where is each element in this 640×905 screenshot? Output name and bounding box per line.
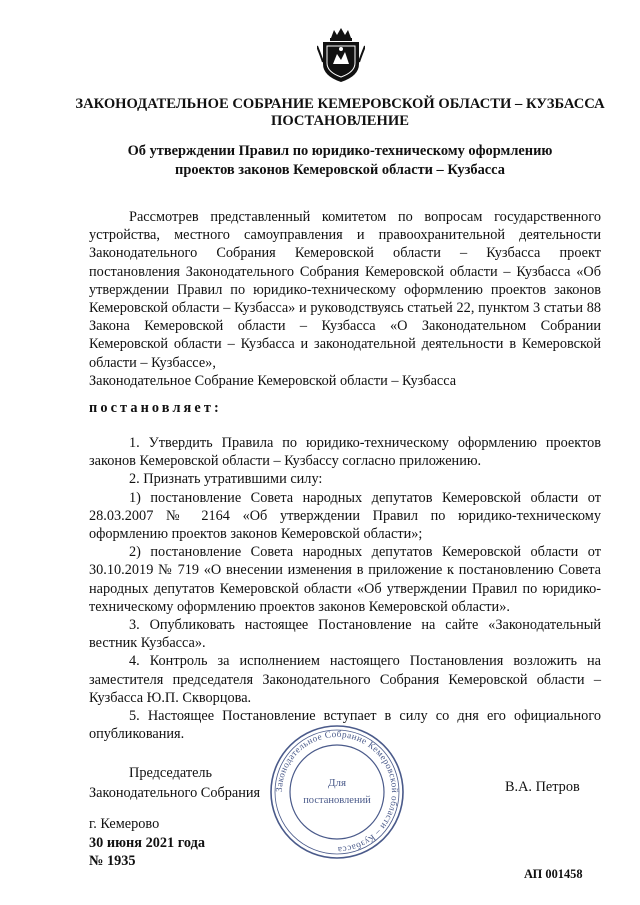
- preamble: [89, 208, 601, 390]
- stamp-center-line1: Для: [327, 777, 347, 789]
- serial-number: АП 001458: [524, 867, 583, 881]
- decree-word: постановляет:: [89, 400, 222, 416]
- item-2-2: 2) постановление Совета народных депутатов Кемеровской области от 30.10.2019 № 719 «О внесении изменения в приложение к постановлению Совета народных депутатов Кемеровской области «Об утверждении Правил по юридико-техническому оформлению проектов законов Кемеровской области».: [89, 544, 601, 615]
- signatory-title-line1: Председатель: [129, 765, 213, 781]
- signatory-name: В.А. Петров: [505, 779, 580, 795]
- document-type: ПОСТАНОВЛЕНИЕ: [271, 113, 409, 129]
- official-stamp: [268, 723, 406, 861]
- preamble-text: Рассмотрев представленный комитетом по вопросам государственного устройства, местного самоуправления и правоохранительной деятельности Законодательного Собрания Кемеровской области – Кузбасса проект постановления Законодательного Собрания Кемеровской области – Кузбасса «Об утверждении Правил по юридико-техническому оформлению проектов законов Кемеровской области – Кузбасса» и руководствуясь статьей 22, пунктом 3 статьи 88 Закона Кемеровской области – Кузбасса «О Законодательном Собрании Кемеровской области – Кузбасса и законодательной деятельности в Кемеровской области – Кузбассе»,: [89, 209, 601, 371]
- document-title-line2: проектов законов Кемеровской области – Кузбасса: [175, 162, 505, 178]
- document-title-line1: Об утверждении Правил по юридико-техническому оформлению: [127, 143, 553, 159]
- stamp-ring-text: Законодательное Собрание Кемеровской области – Кузбасса: [273, 728, 401, 856]
- stamp-center-line2: постановлений: [303, 795, 371, 806]
- place-date-number: [89, 815, 205, 871]
- item-3: 3. Опубликовать настоящее Постановление на сайте «Законодательный вестник Кузбасса».: [89, 617, 601, 652]
- svg-text:Законодательное Собрание Кемер: [274, 729, 400, 855]
- signatory-title-line2: Законодательного Собрания: [89, 785, 261, 801]
- item-4: 4. Контроль за исполнением настоящего Постановления возложить на заместителя председателя Законодательного Собрания Кемеровской области – Кузбасса Ю.П. Скворцова.: [89, 653, 601, 706]
- city: г. Кемерово: [89, 816, 160, 832]
- date: 30 июня 2021 года: [89, 834, 206, 851]
- item-5: 5. Настоящее Постановление вступает в силу со дня его официального опубликования.: [89, 708, 601, 743]
- decree-items: [89, 434, 601, 743]
- coat-of-arms-icon: [317, 26, 365, 84]
- preamble-last-line: Законодательное Собрание Кемеровской области – Кузбасса: [89, 372, 457, 389]
- item-1: 1. Утвердить Правила по юридико-техническому оформлению проектов законов Кемеровской области – Кузбассу согласно приложению.: [89, 435, 601, 470]
- item-2-1: 1) постановление Совета народных депутатов Кемеровской области от 28.03.2007 № 2164 «Об утверждении Правил по юридико-техническому оформлению проектов законов Кемеровской области»;: [89, 489, 601, 543]
- item-2: 2. Признать утратившими силу:: [129, 471, 323, 488]
- document-number: № 1935: [89, 853, 136, 869]
- organization-name: ЗАКОНОДАТЕЛЬНОЕ СОБРАНИЕ КЕМЕРОВСКОЙ ОБЛАСТИ – КУЗБАССА: [75, 96, 605, 112]
